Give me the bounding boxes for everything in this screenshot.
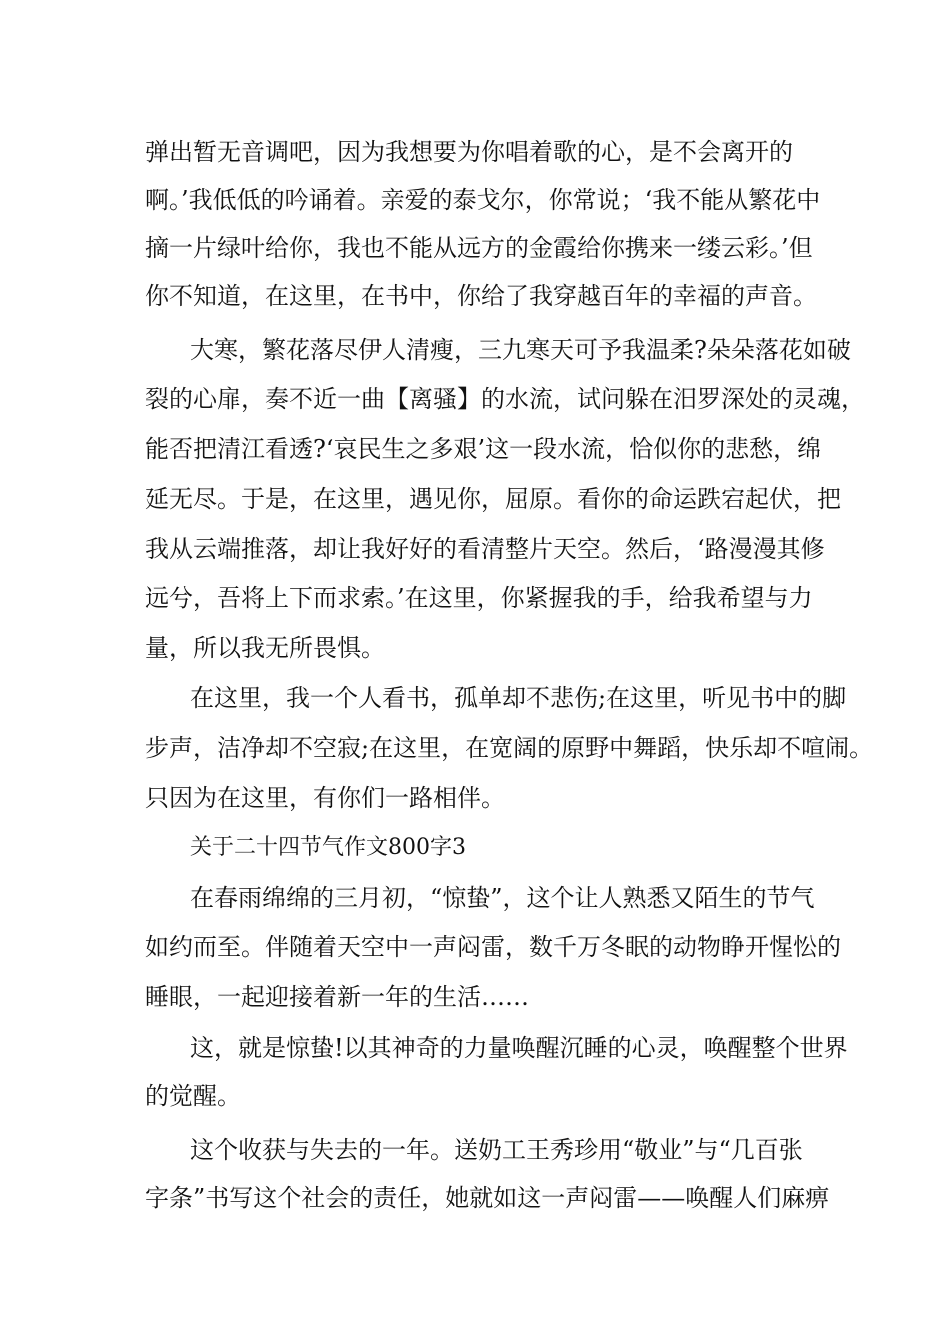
text-line: 裂的心扉，奏不近一曲【离骚】的水流，试问躲在汨罗深处的灵魂， xyxy=(145,385,865,413)
text-line: 步声，洁净却不空寂;在这里，在宽阔的原野中舞蹈，快乐却不喧闹。 xyxy=(145,734,874,762)
text-line: 我从云端推落，却让我好好的看清整片天空。然后，‘路漫漫其修 xyxy=(145,535,825,563)
text-line: 能否把清江看透?‘哀民生之多艰’这一段水流，恰似你的悲愁，绵 xyxy=(145,435,822,463)
text-line: 远兮，吾将上下而求索。’在这里，你紧握我的手，给我希望与力 xyxy=(145,584,813,612)
text-line: 量，所以我无所畏惧。 xyxy=(145,634,385,662)
text-line: 的觉醒。 xyxy=(145,1082,241,1110)
text-line: 啊。’我低低的吟诵着。亲爱的泰戈尔，你常说；‘我不能从繁花中 xyxy=(145,186,821,214)
paragraph-first-line: 在春雨绵绵的三月初，“惊蛰”，这个让人熟悉又陌生的节气 xyxy=(190,884,815,912)
text-line: 延无尽。于是，在这里，遇见你，屈原。看你的命运跌宕起伏，把 xyxy=(145,485,841,513)
section-heading: 关于二十四节气作文800字3 xyxy=(190,835,466,860)
text-line: 弹出暂无音调吧，因为我想要为你唱着歌的心，是不会离开的 xyxy=(145,138,793,166)
text-line: 只因为在这里，有你们一路相伴。 xyxy=(145,784,505,812)
text-line: 你不知道，在这里，在书中，你给了我穿越百年的幸福的声音。 xyxy=(145,282,817,310)
paragraph-first-line: 在这里，我一个人看书，孤单却不悲伤;在这里，听见书中的脚 xyxy=(190,684,847,712)
text-line: 字条”书写这个社会的责任，她就如这一声闷雷——唤醒人们麻痹 xyxy=(145,1184,830,1212)
paragraph-first-line: 大寒，繁花落尽伊人清瘦，三九寒天可予我温柔?朵朵落花如破 xyxy=(190,336,851,364)
paragraph-first-line: 这，就是惊蛰!以其神奇的力量唤醒沉睡的心灵，唤醒整个世界 xyxy=(190,1034,848,1062)
paragraph-first-line: 这个收获与失去的一年。送奶工王秀珍用“敬业”与“几百张 xyxy=(190,1136,803,1164)
text-line: 睡眼，一起迎接着新一年的生活…… xyxy=(145,983,529,1011)
text-line: 摘一片绿叶给你，我也不能从远方的金霞给你携来一缕云彩。’但 xyxy=(145,234,813,262)
text-line: 如约而至。伴随着天空中一声闷雷，数千万冬眠的动物睁开惺忪的 xyxy=(145,933,841,961)
